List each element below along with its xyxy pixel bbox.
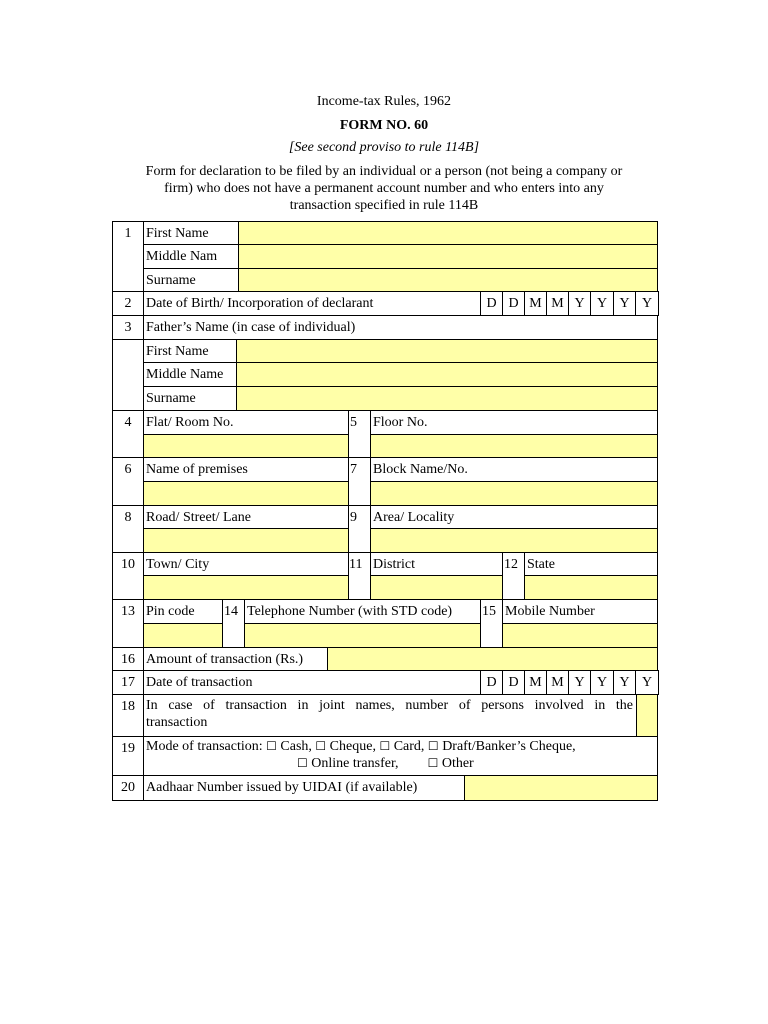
- other-checkbox-icon[interactable]: ☐: [427, 756, 439, 770]
- father-middle-name-input[interactable]: [236, 362, 658, 387]
- surname-label: Surname: [143, 268, 239, 292]
- row-number: 19: [112, 736, 144, 776]
- middle-name-input[interactable]: [238, 244, 658, 269]
- telephone-label: Telephone Number (with STD code): [244, 599, 481, 624]
- other-option-label: Other: [441, 756, 474, 771]
- name-of-premises-input[interactable]: [143, 481, 349, 506]
- proviso-reference: [See second proviso to rule 114B]: [288, 140, 480, 155]
- form-number: FORM NO. 60: [339, 118, 429, 133]
- floor-no-label: Floor No.: [370, 410, 658, 435]
- row-number: 4: [112, 410, 144, 458]
- draft-checkbox-icon[interactable]: ☐: [427, 739, 439, 753]
- father-first-name-input[interactable]: [236, 339, 658, 363]
- flat-room-input[interactable]: [143, 434, 349, 458]
- form-description-line-3: transaction specified in rule 114B: [289, 198, 479, 213]
- row-number: 6: [112, 457, 144, 506]
- surname-input[interactable]: [238, 268, 658, 292]
- row-number: 18: [112, 694, 144, 737]
- card-option-label: Card,: [393, 739, 425, 754]
- cash-option-label: Cash,: [280, 739, 312, 754]
- block-name-input[interactable]: [370, 481, 658, 506]
- date-of-birth-box[interactable]: D: [502, 291, 525, 316]
- draft-option-label: Draft/Banker’s Cheque,: [442, 739, 576, 754]
- state-label: State: [524, 552, 658, 576]
- row-number: 13: [112, 599, 144, 648]
- row-number: 7: [348, 457, 371, 506]
- cheque-checkbox-icon[interactable]: ☐: [315, 739, 327, 753]
- joint-names-line-2: transaction: [146, 715, 208, 730]
- row-number: 17: [112, 670, 144, 695]
- name-of-premises-label: Name of premises: [143, 457, 349, 482]
- joint-names-line-1: In case of transaction in joint names, number of persons involved in the: [146, 698, 633, 713]
- transaction-date-box[interactable]: D: [502, 670, 525, 695]
- road-street-label: Road/ Street/ Lane: [143, 505, 349, 529]
- row-number: 14: [222, 599, 245, 648]
- flat-room-label: Flat/ Room No.: [143, 410, 349, 435]
- row-number: 12: [502, 552, 525, 600]
- road-street-input[interactable]: [143, 528, 349, 553]
- pin-code-input[interactable]: [143, 623, 223, 648]
- block-name-label: Block Name/No.: [370, 457, 658, 482]
- cash-checkbox-icon[interactable]: ☐: [266, 739, 277, 753]
- row-number: 8: [112, 505, 144, 553]
- mode-of-transaction: [143, 736, 658, 776]
- transaction-date-box[interactable]: Y: [590, 670, 614, 695]
- row-number: 5: [348, 410, 371, 458]
- form-description-line-2: firm) who does not have a permanent account number and who enters into any: [164, 181, 604, 196]
- telephone-input[interactable]: [244, 623, 481, 648]
- rules-title: Income-tax Rules, 1962: [316, 94, 452, 109]
- district-input[interactable]: [370, 575, 503, 600]
- pin-code-label: Pin code: [143, 599, 223, 624]
- father-surname-label: Surname: [143, 386, 237, 411]
- state-input[interactable]: [524, 575, 658, 600]
- joint-names-label: [143, 694, 637, 737]
- row-number: 16: [112, 647, 144, 671]
- row-number: 11: [348, 552, 371, 600]
- form-description-line-1: Form for declaration to be filed by an individual or a person (not being a company or: [145, 164, 623, 179]
- date-of-birth-box[interactable]: Y: [568, 291, 591, 316]
- date-of-birth-box[interactable]: M: [546, 291, 569, 316]
- date-of-birth-box[interactable]: Y: [590, 291, 614, 316]
- online-option-label: Online transfer,: [311, 756, 399, 771]
- town-city-input[interactable]: [143, 575, 349, 600]
- father-surname-input[interactable]: [236, 386, 658, 411]
- district-label: District: [370, 552, 503, 576]
- mobile-number-label: Mobile Number: [502, 599, 658, 624]
- card-checkbox-icon[interactable]: ☐: [379, 739, 391, 753]
- online-checkbox-icon[interactable]: ☐: [297, 756, 308, 770]
- date-of-birth-box[interactable]: Y: [613, 291, 636, 316]
- row-number-blank: [112, 339, 144, 411]
- aadhaar-label: Aadhaar Number issued by UIDAI (if available): [143, 775, 465, 801]
- transaction-date-box[interactable]: Y: [635, 670, 659, 695]
- transaction-date-box[interactable]: M: [524, 670, 547, 695]
- row-number: 15: [480, 599, 503, 648]
- mode-of-transaction-label: Mode of transaction:: [146, 739, 263, 754]
- father-first-name-label: First Name: [143, 339, 237, 363]
- transaction-date-box[interactable]: D: [480, 670, 503, 695]
- row-number: 9: [348, 505, 371, 553]
- mobile-number-input[interactable]: [502, 623, 658, 648]
- town-city-label: Town/ City: [143, 552, 349, 576]
- date-of-birth-box[interactable]: M: [524, 291, 547, 316]
- row-number: 1: [112, 221, 144, 292]
- father-middle-name-label: Middle Name: [143, 362, 237, 387]
- first-name-input[interactable]: [238, 221, 658, 245]
- cheque-option-label: Cheque,: [329, 739, 376, 754]
- amount-input[interactable]: [327, 647, 658, 671]
- date-of-birth-box[interactable]: Y: [635, 291, 659, 316]
- middle-name-label: Middle Nam: [143, 244, 239, 269]
- transaction-date-box[interactable]: M: [546, 670, 569, 695]
- fathers-name-label: Father’s Name (in case of individual): [143, 315, 658, 340]
- joint-persons-input[interactable]: [636, 694, 658, 737]
- aadhaar-input[interactable]: [464, 775, 658, 801]
- amount-label: Amount of transaction (Rs.): [143, 647, 328, 671]
- row-number: 20: [112, 775, 144, 801]
- first-name-label: First Name: [143, 221, 239, 245]
- transaction-date-label: Date of transaction: [143, 670, 481, 695]
- date-of-birth-box[interactable]: D: [480, 291, 503, 316]
- transaction-date-box[interactable]: Y: [613, 670, 636, 695]
- area-locality-label: Area/ Locality: [370, 505, 658, 529]
- row-number: 10: [112, 552, 144, 600]
- floor-no-input[interactable]: [370, 434, 658, 458]
- area-locality-input[interactable]: [370, 528, 658, 553]
- row-number: 3: [112, 315, 144, 340]
- transaction-date-box[interactable]: Y: [568, 670, 591, 695]
- date-of-birth-label: Date of Birth/ Incorporation of declarant: [143, 291, 481, 316]
- row-number: 2: [112, 291, 144, 316]
